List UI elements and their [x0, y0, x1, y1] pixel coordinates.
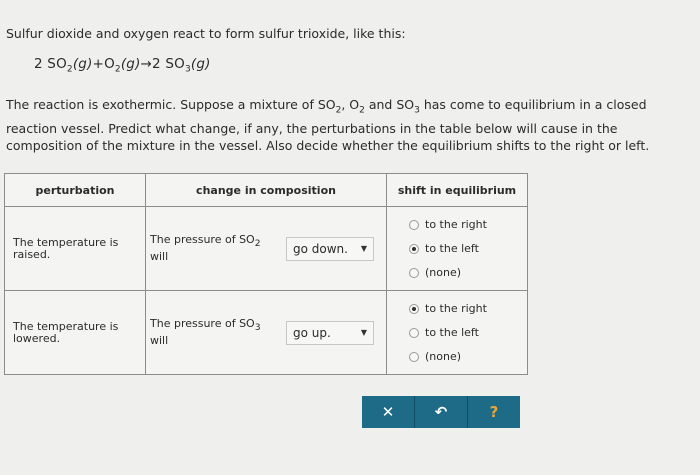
- shift-radio-group: [387, 209, 527, 289]
- problem-paragraph: [6, 96, 696, 154]
- shift-radio-group: [387, 293, 527, 373]
- radio-label: to the left: [425, 242, 479, 255]
- answer-toolbar: [362, 396, 520, 428]
- radio-label: (none): [425, 350, 462, 363]
- change-label-text: The pressure of SO: [150, 233, 255, 247]
- eq-reactant2: O: [104, 56, 115, 72]
- header-perturbation: perturbation: [5, 174, 146, 207]
- eq-product: SO: [165, 56, 185, 72]
- radio-to-the-left[interactable]: [409, 321, 527, 345]
- perturbation-label: The temperature is lowered.: [13, 319, 119, 345]
- table-row: [5, 291, 528, 375]
- caret-down-icon: ▼: [360, 328, 367, 337]
- para-part1: The reaction is exothermic. Suppose a mixture of SO: [6, 97, 336, 112]
- radio-button-icon[interactable]: [409, 268, 419, 278]
- para-part2: and SO: [364, 97, 415, 112]
- radio-to-the-left[interactable]: [409, 237, 527, 261]
- radio-button-selected-icon[interactable]: [409, 304, 419, 314]
- change-label-sub: 2: [254, 238, 261, 250]
- clear-button[interactable]: [362, 396, 414, 428]
- eq-reactant2-state: (g): [120, 56, 141, 72]
- eq-product-sub: 3: [184, 64, 191, 75]
- radio-label: to the right: [425, 218, 487, 231]
- eq-arrow: →: [140, 56, 153, 72]
- dropdown-value: go up.: [293, 325, 331, 340]
- eq-reactant1-state: (g): [72, 56, 93, 72]
- close-icon: ✕: [381, 403, 395, 421]
- dropdown-value: go down.: [293, 241, 348, 256]
- eq-reactant1-sub: 2: [66, 64, 73, 75]
- radio-to-the-right[interactable]: [409, 297, 527, 321]
- chemical-equation: [34, 56, 211, 75]
- undo-button[interactable]: [414, 396, 467, 428]
- eq-plus: +: [92, 56, 105, 72]
- radio-button-icon[interactable]: [409, 220, 419, 230]
- change-label-will: will: [150, 333, 169, 347]
- composition-dropdown[interactable]: [286, 237, 374, 261]
- intro-text: Sulfur dioxide and oxygen react to form sulfur trioxide, like this:: [6, 26, 406, 41]
- eq-coef2: 2: [152, 56, 161, 72]
- table-row: [5, 207, 528, 291]
- radio-none[interactable]: [409, 261, 527, 285]
- radio-to-the-right[interactable]: [409, 213, 527, 237]
- change-label: [150, 234, 270, 262]
- header-shift: shift in equilibrium: [387, 174, 528, 207]
- para-so3-sub: 3: [414, 105, 420, 116]
- help-button[interactable]: [467, 396, 520, 428]
- eq-reactant2-sub: 2: [114, 64, 121, 75]
- caret-down-icon: ▼: [360, 244, 367, 253]
- perturbation-label: The temperature is raised.: [13, 235, 119, 261]
- para-so2-sub: 2: [335, 105, 342, 116]
- composition-dropdown[interactable]: [286, 321, 374, 345]
- help-icon: ?: [489, 403, 499, 421]
- eq-product-state: (g): [190, 56, 211, 72]
- perturbation-table: [4, 173, 528, 375]
- change-label-sub: 3: [254, 322, 261, 334]
- change-label-text: The pressure of SO: [150, 317, 255, 331]
- eq-coef1: 2: [34, 56, 43, 72]
- radio-none[interactable]: [409, 345, 527, 369]
- radio-label: to the left: [425, 326, 479, 339]
- change-label: [150, 318, 270, 346]
- eq-reactant1: SO: [47, 56, 67, 72]
- change-label-will: will: [150, 249, 169, 263]
- radio-button-icon[interactable]: [409, 352, 419, 362]
- radio-button-icon[interactable]: [409, 328, 419, 338]
- radio-button-selected-icon[interactable]: [409, 244, 419, 254]
- header-change: change in composition: [146, 174, 387, 207]
- para-sep1: , O: [341, 97, 360, 112]
- para-part3: has come to equilibrium in a closed reaction vessel. Predict what change, if any, the perturbations in the table below will cause in the composition of the mixture in the vessel. Also decide whether the equilibrium shifts to the right or left.: [6, 97, 650, 153]
- radio-label: (none): [425, 266, 462, 279]
- radio-label: to the right: [425, 302, 487, 315]
- para-o2-sub: 2: [359, 105, 365, 116]
- undo-icon: ↶: [434, 403, 448, 421]
